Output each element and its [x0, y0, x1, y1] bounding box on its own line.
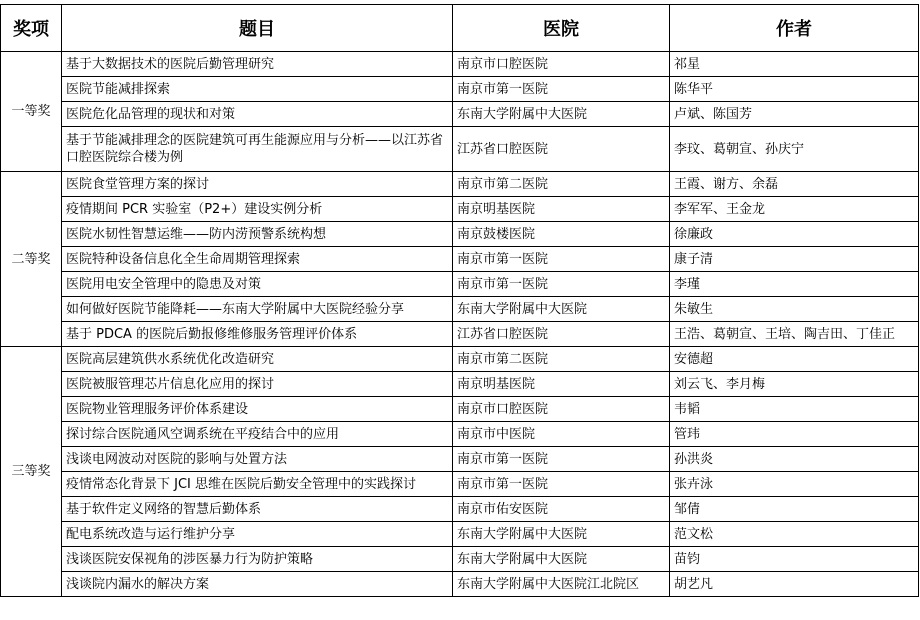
author-cell: 陈华平 — [670, 77, 919, 102]
hospital-cell: 南京明基医院 — [453, 372, 670, 397]
awards-table — [0, 4, 919, 597]
hospital-cell: 南京市第一医院 — [453, 472, 670, 497]
author-cell: 李瑾 — [670, 272, 919, 297]
title-cell: 医院节能减排探索 — [62, 77, 453, 102]
table-row — [1, 52, 919, 77]
hospital-cell: 东南大学附属中大医院江北院区 — [453, 572, 670, 597]
title-cell: 疫情期间 PCR 实验室（P2+）建设实例分析 — [62, 197, 453, 222]
table-row — [1, 247, 919, 272]
title-cell: 基于 PDCA 的医院后勤报修维修服务管理评价体系 — [62, 322, 453, 347]
table-row — [1, 347, 919, 372]
hospital-cell: 南京市佑安医院 — [453, 497, 670, 522]
author-cell: 王霞、谢方、余磊 — [670, 172, 919, 197]
author-cell: 邹倩 — [670, 497, 919, 522]
title-cell: 配电系统改造与运行维护分享 — [62, 522, 453, 547]
hospital-cell: 南京市第一医院 — [453, 272, 670, 297]
hospital-cell: 南京市第一医院 — [453, 247, 670, 272]
table-row — [1, 547, 919, 572]
table-row — [1, 472, 919, 497]
table-row — [1, 397, 919, 422]
header-author: 作者 — [670, 5, 919, 52]
author-cell: 范文松 — [670, 522, 919, 547]
author-cell: 李玟、葛朝宣、孙庆宁 — [670, 127, 919, 172]
table-row — [1, 197, 919, 222]
author-cell: 苗钧 — [670, 547, 919, 572]
title-cell: 疫情常态化背景下 JCI 思维在医院后勤安全管理中的实践探讨 — [62, 472, 453, 497]
table-row — [1, 322, 919, 347]
hospital-cell: 东南大学附属中大医院 — [453, 522, 670, 547]
prize-cell: 二等奖 — [1, 172, 62, 347]
title-cell: 医院物业管理服务评价体系建设 — [62, 397, 453, 422]
table-body — [1, 52, 919, 597]
hospital-cell: 东南大学附属中大医院 — [453, 102, 670, 127]
table-row — [1, 422, 919, 447]
author-cell: 李军军、王金龙 — [670, 197, 919, 222]
header-row — [1, 5, 919, 52]
table-row — [1, 297, 919, 322]
table-row — [1, 172, 919, 197]
table-row — [1, 77, 919, 102]
title-cell: 医院被服管理芯片信息化应用的探讨 — [62, 372, 453, 397]
author-cell: 康子清 — [670, 247, 919, 272]
hospital-cell: 南京市第二医院 — [453, 172, 670, 197]
author-cell: 张卉泳 — [670, 472, 919, 497]
hospital-cell: 南京明基医院 — [453, 197, 670, 222]
header-title: 题目 — [62, 5, 453, 52]
author-cell: 卢斌、陈国芳 — [670, 102, 919, 127]
prize-cell: 一等奖 — [1, 52, 62, 172]
header-hospital: 医院 — [453, 5, 670, 52]
prize-cell: 三等奖 — [1, 347, 62, 597]
hospital-cell: 东南大学附属中大医院 — [453, 297, 670, 322]
hospital-cell: 南京市第二医院 — [453, 347, 670, 372]
hospital-cell: 南京市口腔医院 — [453, 397, 670, 422]
title-cell: 医院用电安全管理中的隐患及对策 — [62, 272, 453, 297]
hospital-cell: 江苏省口腔医院 — [453, 127, 670, 172]
table-row — [1, 522, 919, 547]
hospital-cell: 江苏省口腔医院 — [453, 322, 670, 347]
title-cell: 基于软件定义网络的智慧后勤体系 — [62, 497, 453, 522]
author-cell: 管玮 — [670, 422, 919, 447]
hospital-cell: 东南大学附属中大医院 — [453, 547, 670, 572]
hospital-cell: 南京市第一医院 — [453, 447, 670, 472]
author-cell: 韦韬 — [670, 397, 919, 422]
title-cell: 浅谈院内漏水的解决方案 — [62, 572, 453, 597]
title-cell: 医院水韧性智慧运维——防内涝预警系统构想 — [62, 222, 453, 247]
hospital-cell: 南京鼓楼医院 — [453, 222, 670, 247]
table-row — [1, 447, 919, 472]
title-cell: 医院食堂管理方案的探讨 — [62, 172, 453, 197]
table-row — [1, 127, 919, 172]
author-cell: 祁星 — [670, 52, 919, 77]
table-row — [1, 497, 919, 522]
table-row — [1, 102, 919, 127]
table-row — [1, 222, 919, 247]
author-cell: 胡艺凡 — [670, 572, 919, 597]
title-cell: 探讨综合医院通风空调系统在平疫结合中的应用 — [62, 422, 453, 447]
table-row — [1, 372, 919, 397]
author-cell: 朱敏生 — [670, 297, 919, 322]
title-cell: 浅谈医院安保视角的涉医暴力行为防护策略 — [62, 547, 453, 572]
author-cell: 孙洪炎 — [670, 447, 919, 472]
table-row — [1, 572, 919, 597]
hospital-cell: 南京市口腔医院 — [453, 52, 670, 77]
title-cell: 医院高层建筑供水系统优化改造研究 — [62, 347, 453, 372]
title-cell: 浅谈电网波动对医院的影响与处置方法 — [62, 447, 453, 472]
hospital-cell: 南京市第一医院 — [453, 77, 670, 102]
title-cell: 如何做好医院节能降耗——东南大学附属中大医院经验分享 — [62, 297, 453, 322]
hospital-cell: 南京市中医院 — [453, 422, 670, 447]
title-cell: 基于节能减排理念的医院建筑可再生能源应用与分析——以江苏省口腔医院综合楼为例 — [62, 127, 453, 172]
table-row — [1, 272, 919, 297]
author-cell: 刘云飞、李月梅 — [670, 372, 919, 397]
title-cell: 医院特种设备信息化全生命周期管理探索 — [62, 247, 453, 272]
title-cell: 基于大数据技术的医院后勤管理研究 — [62, 52, 453, 77]
author-cell: 安德超 — [670, 347, 919, 372]
title-cell: 医院危化品管理的现状和对策 — [62, 102, 453, 127]
author-cell: 王浩、葛朝宣、王培、陶吉田、丁佳正 — [670, 322, 919, 347]
author-cell: 徐廉政 — [670, 222, 919, 247]
header-prize: 奖项 — [1, 5, 62, 52]
